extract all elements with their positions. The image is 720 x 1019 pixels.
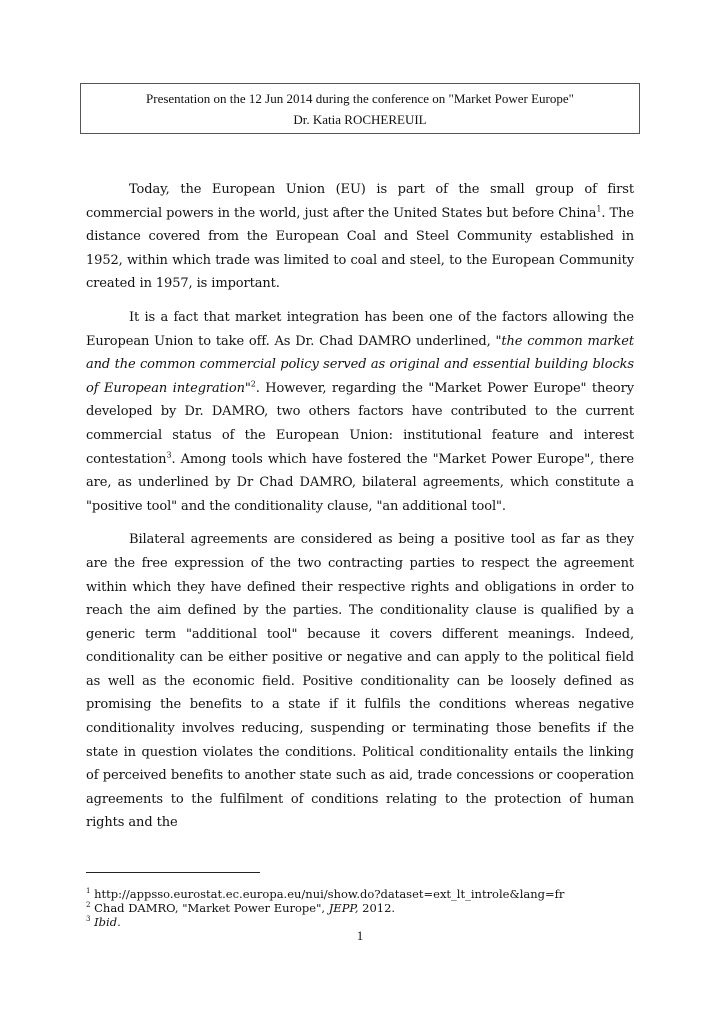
- paragraph-1: [86, 178, 634, 296]
- paragraph-2: [86, 306, 634, 518]
- paragraph-2-text-middle: . However, regarding the "Market Power Europe" theory developed by Dr. DAMRO, two others factors have contributed to the current commercial status of the European Union: institutional feature and interest contestation: [86, 380, 634, 467]
- paragraph-1-text-end: . The distance covered from the European Coal and Steel Community established in 1952, within which trade was limited to coal and steel, to the European Community created in 1957, is important.: [86, 205, 634, 292]
- footnote-2-journal: JEPP,: [328, 901, 359, 915]
- paragraph-2-text-end: . Among tools which have fostered the "Market Power Europe", there are, as underlined by Dr Chad DAMRO, bilateral agreements, which constitute a "positive tool" and the conditionality clause, "an additional tool".: [86, 451, 634, 514]
- page-number: 1: [356, 928, 364, 943]
- footnote-2-text: Chad DAMRO, "Market Power Europe",: [94, 901, 329, 915]
- footnote-2-number: 2: [86, 901, 91, 910]
- presentation-header-box: [80, 83, 640, 134]
- footnote-ref-2: 2: [250, 379, 256, 389]
- header-author: Dr. Katia ROCHEREUIL: [293, 112, 427, 127]
- footnote-2: [86, 901, 634, 915]
- damro-quote: "the common market and the common commercial policy served as original and essential building blocks of European integration": [86, 333, 634, 396]
- footnote-3-text: Ibid.: [94, 915, 121, 929]
- paragraph-3: Bilateral agreements are considered as being a positive tool as far as they are the free expression of the two contracting parties to respect the agreement within which they have defined their respective rights and obligations in order to reach the aim defined by the parties. The conditionality clause is qualified by a generic term "additional tool" because it covers different meanings. Indeed, conditionality can be either positive or negative and can apply to the political field as well as the economic field. Positive conditionality can be loosely defined as promising the benefits to a state if it fulfils the conditions whereas negative conditionality involves reducing, suspending or terminating those benefits if the state in question violates the conditions. Political conditionality entails the linking of perceived benefits to another state such as aid, trade concessions or cooperation agreements to the fulfilment of conditions relating to the protection of human rights and the: [86, 532, 634, 831]
- footnote-1-number: 1: [86, 887, 91, 896]
- header-title: Presentation on the 12 Jun 2014 during the conference on "Market Power Europe": [146, 91, 574, 106]
- footnote-1-url: http://appsso.eurostat.ec.europa.eu/nui/show.do?dataset=ext_lt_introle&lang=fr: [94, 887, 565, 901]
- footnote-separator: [86, 872, 260, 873]
- paragraph-1-text: Today, the European Union (EU) is part of the small group of first commercial powers in the world, just after the United States but before China: [86, 182, 634, 221]
- footnote-2-year: 2012.: [358, 901, 396, 915]
- footnote-ref-3: 3: [166, 450, 172, 460]
- footnote-3-number: 3: [86, 915, 91, 924]
- footnote-3: [86, 915, 634, 929]
- footnote-ref-1: 1: [596, 204, 602, 214]
- footnotes: [86, 887, 634, 929]
- body-text: [86, 178, 634, 845]
- paragraph-2-text: It is a fact that market integration has been one of the factors allowing the European Union to take off. As Dr. Chad DAMRO underlined,: [86, 309, 634, 349]
- footnote-1: [86, 887, 634, 901]
